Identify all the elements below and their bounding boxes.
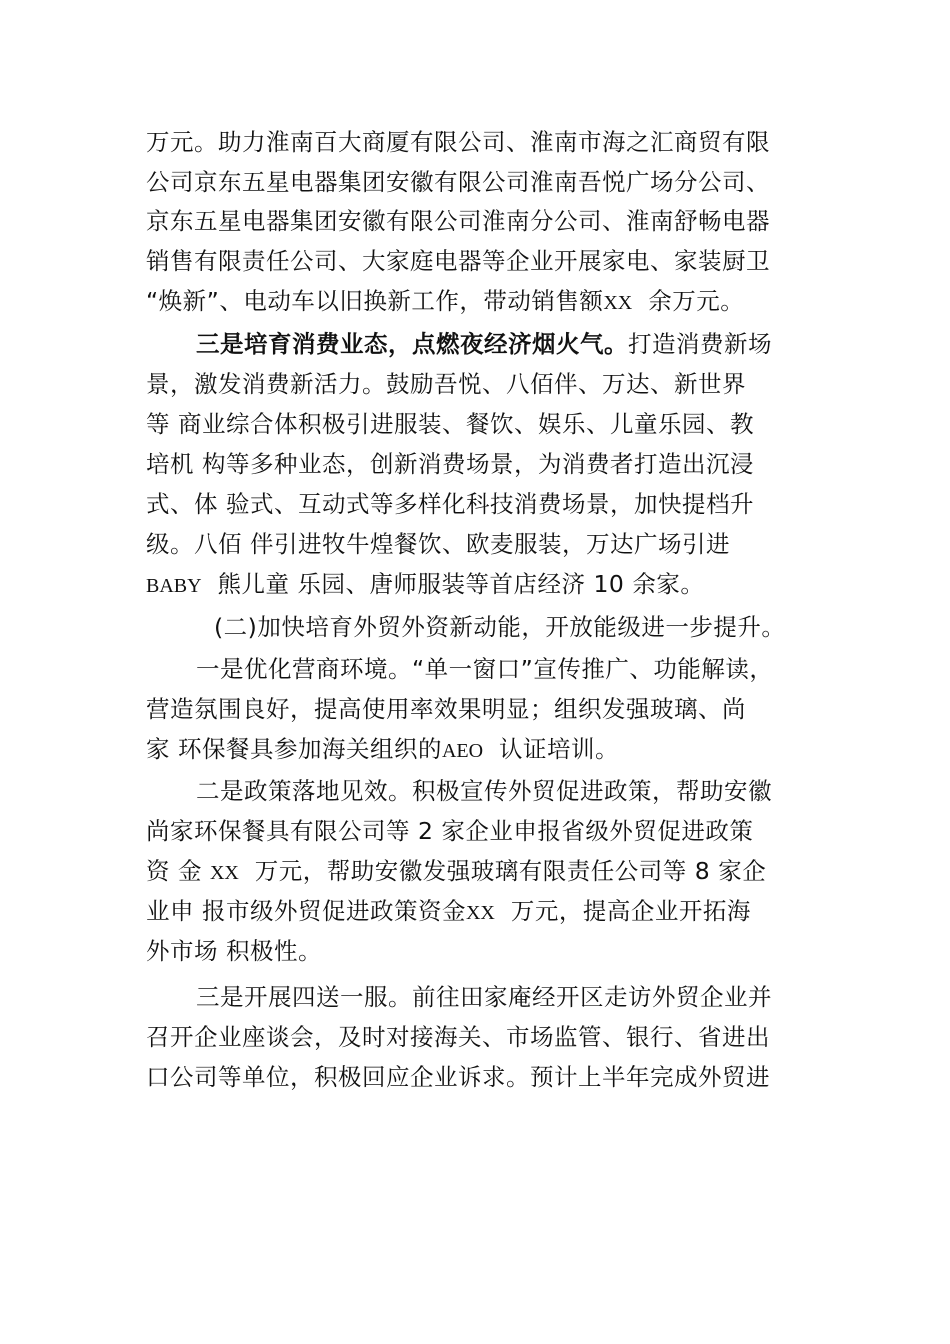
section-heading: 三是培育消费业态，点燃夜经济烟火气。 xyxy=(196,330,628,358)
text-line xyxy=(146,564,704,604)
text-line xyxy=(146,201,770,241)
text-run: “焕新”、电动车以旧换新工作，带动销售额 xyxy=(146,287,604,315)
text-line xyxy=(146,689,746,729)
brand-name: BABY xyxy=(146,575,202,597)
subsection-heading: (二)加快培育外贸外资新动能，开放能级进一步提升。 xyxy=(214,613,786,641)
text-run: 公司京东五星电器集团安徽有限公司淮南吾悦广场分公司、 xyxy=(146,168,770,196)
text-run: 召开企业座谈会，及时对接海关、市场监管、银行、省进出 xyxy=(146,1023,770,1051)
placeholder-value: XX xyxy=(209,862,239,884)
text-run: 打造消费新场 xyxy=(628,330,772,358)
text-run: 万元，提高企业开拓海 xyxy=(494,897,751,925)
text-run: 业申 报市级外贸促进政策资金 xyxy=(146,897,466,925)
text-line xyxy=(196,771,772,811)
text-run: 式、体 验式、互动式等多样化科技消费场景，加快提档升 xyxy=(146,490,754,518)
text-run: 外市场 积极性。 xyxy=(146,937,322,965)
text-line xyxy=(146,241,770,281)
text-line xyxy=(146,404,754,444)
text-run: 家 环保餐具参加海关组织的 xyxy=(146,735,442,763)
text-run: 熊儿童 乐园、唐师服装等首店经济 10 余家。 xyxy=(201,570,705,598)
text-run: 一是优化营商环境。“单一窗口”宣传推广、功能解读， xyxy=(196,655,774,683)
text-line xyxy=(146,729,619,769)
placeholder-value: XX xyxy=(465,902,495,924)
text-line xyxy=(196,649,773,689)
text-run: 尚家环保餐具有限公司等 2 家企业申报省级外贸促进政策 xyxy=(146,817,754,845)
text-run: 资 金 xyxy=(146,857,202,885)
text-line xyxy=(146,281,744,321)
text-line xyxy=(196,977,772,1017)
text-line xyxy=(146,364,746,404)
text-run: 景，激发消费新活力。鼓励吾悦、八佰伴、万达、新世界 xyxy=(146,370,746,398)
text-run: 三是开展四送一服。前往田家庵经开区走访外贸企业并 xyxy=(196,983,772,1011)
text-run: 等 商业综合体积极引进服装、餐饮、娱乐、儿童乐园、教 xyxy=(146,410,754,438)
text-line xyxy=(146,444,754,484)
text-line xyxy=(146,524,730,564)
text-run: 京东五星电器集团安徽有限公司淮南分公司、淮南舒畅电器 xyxy=(146,207,770,235)
text-run: 二是政策落地见效。积极宣传外贸促进政策，帮助安徽 xyxy=(196,777,772,805)
text-line xyxy=(146,122,770,162)
certification-name: AEO xyxy=(441,740,484,762)
text-run: 万元，帮助安徽发强玻璃有限责任公司等 8 家企 xyxy=(238,857,767,885)
text-run: 认证培训。 xyxy=(483,735,620,763)
text-line xyxy=(146,1017,770,1057)
text-run: 营造氛围良好，提高使用率效果明显；组织发强玻璃、尚 xyxy=(146,695,746,723)
text-line xyxy=(214,607,785,647)
text-line xyxy=(146,1057,770,1097)
text-run: 级。八佰 伴引进牧牛煌餐饮、欧麦服装，万达广场引进 xyxy=(146,530,730,558)
text-line xyxy=(146,891,751,931)
text-line xyxy=(146,931,322,971)
text-run: 万元。助力淮南百大商厦有限公司、淮南市海之汇商贸有限 xyxy=(146,128,770,156)
text-line xyxy=(146,484,754,524)
text-run: 余万元。 xyxy=(632,287,745,315)
text-line xyxy=(146,162,770,202)
text-run: 销售有限责任公司、大家庭电器等企业开展家电、家装厨卫 xyxy=(146,247,770,275)
text-line xyxy=(146,811,753,851)
text-run: 口公司等单位，积极回应企业诉求。预计上半年完成外贸进 xyxy=(146,1063,770,1091)
text-line xyxy=(196,324,772,364)
text-run: 培机 构等多种业态，创新消费场景，为消费者打造出沉浸 xyxy=(146,450,754,478)
placeholder-value: XX xyxy=(603,292,633,314)
text-line xyxy=(146,851,766,891)
